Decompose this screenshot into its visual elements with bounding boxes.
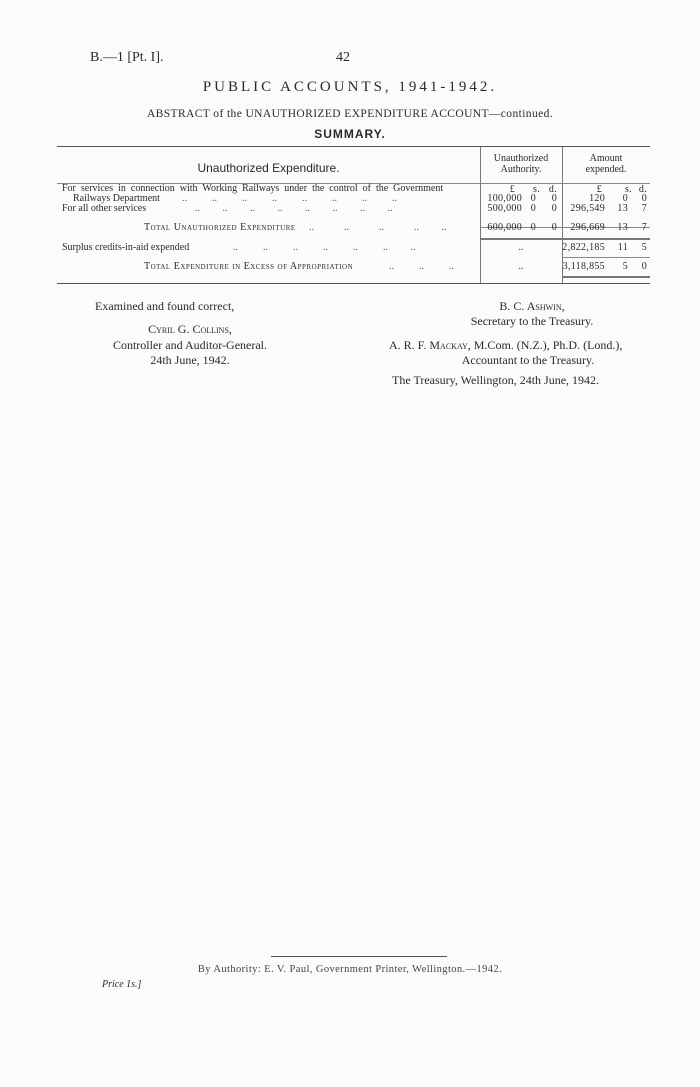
footer-rule — [271, 956, 447, 957]
price-note: Price 1s.] — [102, 979, 142, 990]
total-excess-exp-pounds: 3,118,855 — [562, 261, 605, 272]
total-unauth-auth-shillings: 0 — [530, 222, 536, 233]
treasury-date: The Treasury, Wellington, 24th June, 1942. — [392, 373, 600, 387]
summary-table — [57, 146, 650, 284]
page-number: 42 — [336, 50, 350, 65]
accountant-title: Accountant to the Treasury. — [461, 353, 595, 367]
leader-dots: .. .. .. .. .. .. .. — [233, 242, 416, 253]
pence-symbol: d. — [638, 184, 647, 195]
total-unauth-auth-pence: 0 — [551, 222, 557, 233]
column-heading-authority-line1: Unauthorized — [493, 153, 549, 164]
grand-total-rule — [562, 276, 650, 278]
pence-symbol: d. — [548, 184, 557, 195]
leader-dots: .. .. .. .. .. — [309, 222, 447, 233]
row-other-auth-pounds: 500,000 — [487, 203, 522, 214]
total-unauth-exp-pounds: 296,669 — [570, 222, 605, 233]
row-other-exp-shillings: 13 — [617, 203, 628, 214]
row-label-total-excess: Total Expenditure in Excess of Appropriation — [144, 261, 354, 272]
total-excess-exp-shillings: 5 — [622, 261, 628, 272]
row-other-exp-pence: 7 — [641, 203, 647, 214]
page-title: PUBLIC ACCOUNTS, 1941-1942. — [202, 79, 498, 95]
auditor-date: 24th June, 1942. — [150, 353, 230, 367]
row-label-other-services: For all other services — [62, 203, 147, 214]
pound-symbol: £ — [509, 184, 515, 195]
column-heading-expenditure: Unauthorized Expenditure. — [197, 161, 340, 175]
auditor-name: Cyril G. Collins, — [148, 322, 232, 336]
total-excess-auth-blank: .. — [518, 261, 524, 272]
auditor-title: Controller and Auditor-General. — [112, 338, 268, 352]
row-railways-exp-pence: 0 — [641, 193, 647, 204]
secretary-name: B. C. Ashwin, — [499, 299, 565, 313]
column-heading-expended-line2: expended. — [585, 164, 627, 175]
printer-imprint: By Authority: E. V. Paul, Government Printer, Wellington.—1942. — [197, 964, 503, 975]
row-other-exp-pounds: 296,549 — [570, 203, 605, 214]
row-label-railways-cont: Railways Department — [73, 193, 160, 204]
accountant-line — [389, 338, 679, 353]
accountant-name: A. R. F. Mackay, — [389, 338, 471, 352]
total-unauth-exp-shillings: 13 — [617, 222, 628, 233]
secretary-title: Secretary to the Treasury. — [470, 314, 594, 328]
row-railways-auth-pence: 0 — [551, 193, 557, 204]
examined-text: Examined and found correct, — [95, 299, 235, 313]
row-railways-auth-shillings: 0 — [530, 193, 536, 204]
surplus-exp-pounds: 2,822,185 — [562, 242, 605, 253]
surplus-auth-blank: .. — [518, 242, 524, 253]
accountant-qualifications: M.Com. (N.Z.), Ph.D. (Lond.), — [473, 338, 623, 352]
row-railways-exp-shillings: 0 — [622, 193, 628, 204]
leader-dots: .. .. .. .. .. .. .. .. — [195, 203, 393, 214]
row-label-surplus: Surplus credits-in-aid expended — [62, 242, 190, 253]
row-label-total-unauthorized: Total Unauthorized Expenditure — [144, 222, 296, 233]
surplus-exp-pence: 5 — [641, 242, 647, 253]
shilling-symbol: s. — [533, 184, 540, 195]
total-rule — [480, 238, 650, 240]
row-railways-auth-pounds: 100,000 — [487, 193, 522, 204]
abstract-heading: ABSTRACT of the UNAUTHORIZED EXPENDITURE ACCOUNT—continued. — [146, 108, 554, 120]
summary-heading: SUMMARY. — [314, 127, 386, 141]
surplus-exp-shillings: 11 — [617, 242, 628, 253]
row-other-auth-shillings: 0 — [530, 203, 536, 214]
document-reference: B.—1 [Pt. I]. — [90, 50, 164, 65]
row-railways-exp-pounds: 120 — [589, 193, 605, 204]
leader-dots: .. .. .. — [389, 261, 454, 272]
shilling-symbol: s. — [625, 184, 632, 195]
leader-dots: .. .. .. .. .. .. .. .. — [182, 193, 397, 204]
surplus-rule — [562, 257, 650, 258]
total-unauth-exp-pence: 7 — [641, 222, 647, 233]
total-unauth-auth-pounds: 600,000 — [487, 222, 522, 233]
column-heading-authority-line2: Authority. — [500, 164, 542, 175]
column-heading-expended-line1: Amount — [589, 153, 623, 164]
row-other-auth-pence: 0 — [551, 203, 557, 214]
total-excess-exp-pence: 0 — [641, 261, 647, 272]
row-label-railways: For services in connection with Working Railways under the control of the Government — [62, 183, 444, 194]
pound-symbol: £ — [596, 184, 602, 195]
